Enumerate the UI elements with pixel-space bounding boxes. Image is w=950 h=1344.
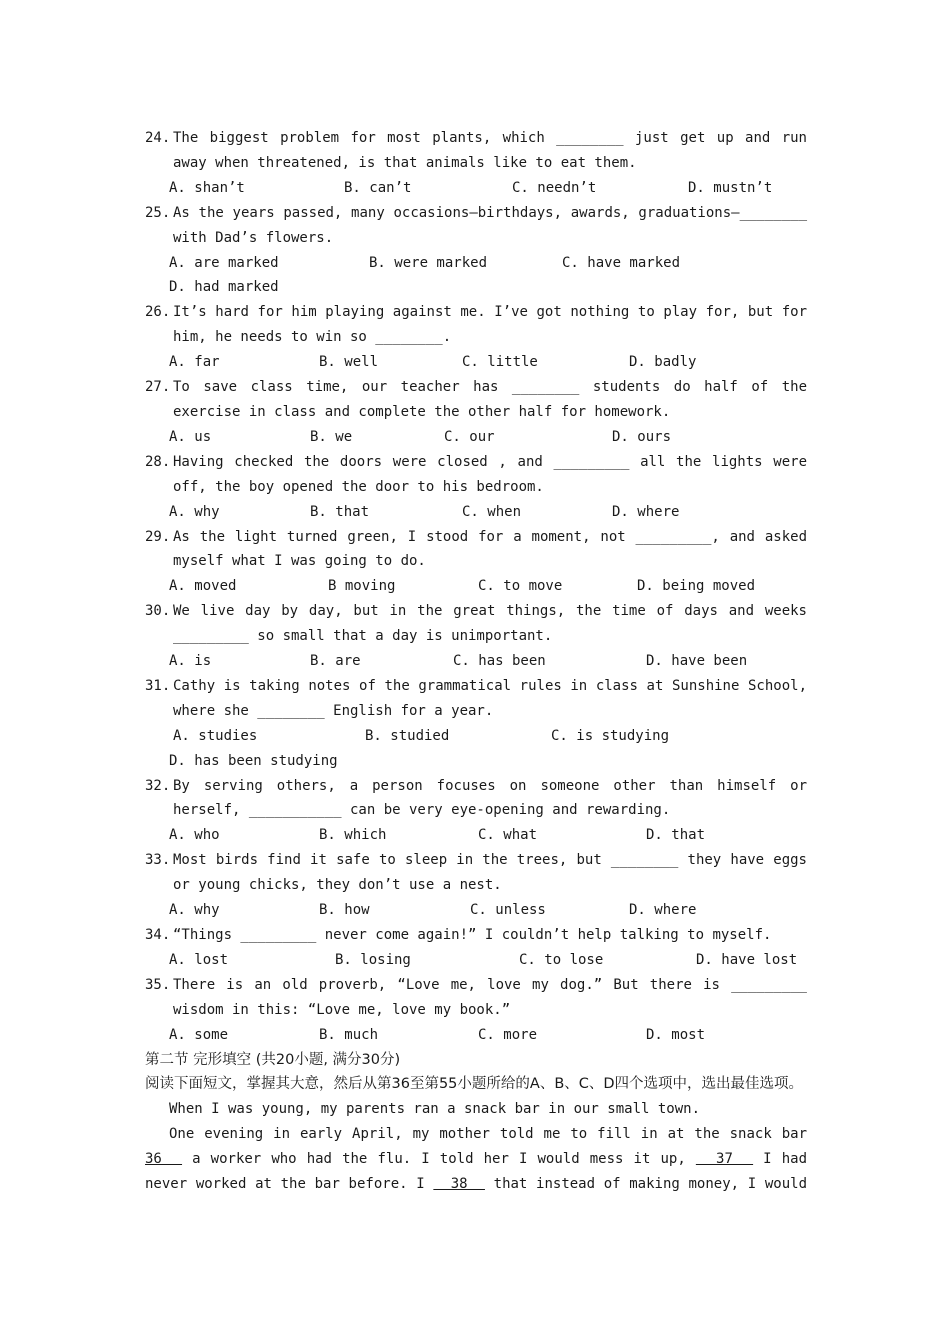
question-options [145,724,807,774]
option-c: C. when [462,503,522,520]
question-options [145,649,807,674]
question-options [145,251,807,301]
question-number: 28. [145,453,171,470]
question-number: 35. [145,976,171,993]
question-number: 30. [145,603,171,620]
passage-text: One evening in early April, my mother told me to fill in at the snack bar [169,1126,807,1143]
option-d: D. badly [629,354,697,371]
question-number: 25. [145,204,171,221]
option-b: B. how [319,902,370,919]
option-b: B. we [310,428,353,445]
question-options [145,898,807,923]
question-stem: As the light turned green, I stood for a moment, not _________, and asked myself what I was going to do. [173,528,807,570]
passage-text: a worker who had the flu. I told her I would mess it up, [182,1151,696,1168]
option-a: A. us [169,428,212,445]
question-number: 31. [145,677,171,694]
option-d: D. being moved [637,578,756,595]
question-stem: There is an old proverb, “Love me, love my dog.” But there is _________ wisdom in this: “Love me, love my book.” [173,976,807,1018]
section-instruction: 阅读下面短文，掌握其大意，然后从第36至第55小题所给的A、B、C、D四个选项中，选出最佳选项。 [145,1076,804,1093]
question-25 [145,201,807,301]
option-c: C. unless [470,902,546,919]
passage-paragraph-1: When I was young, my parents ran a snack bar in our small town. [169,1101,701,1118]
question-24 [145,126,807,201]
question-options [145,574,807,599]
question-33 [145,848,807,923]
question-number: 33. [145,852,171,869]
option-c: C. has been [453,653,546,670]
question-stem: Cathy is taking notes of the grammatical rules in class at Sunshine School, where she ________ English for a year. [173,677,807,719]
option-c: C. our [444,428,495,445]
blank-36: 36 [145,1151,183,1168]
question-options [145,948,807,973]
question-stem: As the years passed, many occasions—birthdays, awards, graduations—________ with Dad’s flowers. [173,204,807,246]
question-options [145,176,807,201]
blank-37: 37 [695,1151,754,1168]
question-number: 29. [145,528,171,545]
option-b: B. losing [335,951,411,968]
question-stem: To save class time, our teacher has ________ students do half of the exercise in class and complete the other half for homework. [173,379,807,420]
option-a: A. moved [169,578,237,595]
section-title: 第二节 完形填空 (共20小题, 满分30分) [145,1051,401,1068]
option-a: A. is [169,653,212,670]
blank-38: 38 [433,1176,485,1193]
option-c: C. what [478,827,538,844]
option-a: A. why [169,902,220,919]
option-c: C. to move [478,578,563,595]
option-d: D. mustn’t [688,179,773,196]
question-34 [145,923,807,973]
option-b: B. are [310,653,361,670]
option-c: C. have marked [562,254,681,271]
question-number: 32. [145,777,171,794]
option-d: D. ours [612,428,672,445]
question-stem: It’s hard for him playing against me. I’ve got nothing to play for, but for him, he needs to win so ________. [173,304,807,346]
question-30 [145,599,807,674]
question-stem: “Things _________ never come again!” I couldn’t help talking to myself. [173,927,772,943]
question-32 [145,774,807,849]
option-b: B. were marked [369,254,488,271]
question-stem: Most birds find it safe to sleep in the trees, but ________ they have eggs or young chicks, they don’t use a nest. [173,852,807,894]
question-29 [145,525,807,600]
question-stem: By serving others, a person focuses on someone other than himself or herself, ___________ can be very eye-opening and rewarding. [173,777,807,819]
option-b: B moving [328,578,396,595]
option-d: D. have been [646,653,748,670]
passage-paragraph-2 [145,1122,807,1197]
question-31 [145,674,807,774]
passage-text: that instead of making money, I would [484,1176,808,1193]
option-a: A. shan’t [169,179,245,196]
question-35 [145,973,807,1048]
option-a: A. are marked [169,254,279,271]
option-c: C. needn’t [512,179,597,196]
option-a: A. lost [169,951,229,968]
option-d: D. have lost [696,951,798,968]
option-d: D. has been studying [169,752,338,769]
option-a: A. far [169,354,220,371]
exam-content [145,126,807,1197]
question-number: 26. [145,304,171,321]
question-27 [145,375,807,450]
option-d: D. had marked [169,279,279,296]
option-a: A. why [169,503,220,520]
option-b: B. can’t [344,179,412,196]
option-b: B. which [319,827,387,844]
option-c: C. more [478,1026,538,1043]
option-d: D. where [612,503,680,520]
question-number: 34. [145,927,171,943]
option-a: A. who [169,827,220,844]
question-options [145,823,807,848]
option-d: D. where [629,902,697,919]
question-options [145,500,807,525]
option-a: A. some [169,1026,229,1043]
option-a: A. studies [173,727,258,744]
option-d: D. most [646,1026,706,1043]
option-c: C. little [462,354,538,371]
question-options [145,350,807,375]
option-d: D. that [646,827,706,844]
question-28 [145,450,807,525]
question-stem: The biggest problem for most plants, which ________ just get up and run away when threatened, is that animals like to eat them. [173,130,807,171]
option-c: C. is studying [551,727,670,744]
option-b: B. much [319,1026,379,1043]
question-26 [145,300,807,375]
option-c: C. to lose [519,951,604,968]
passage-text: I had never worked at the bar before. I [145,1151,807,1193]
question-number: 27. [145,379,171,396]
option-b: B. that [310,503,370,520]
question-stem: Having checked the doors were closed , and _________ all the lights were off, the boy opened the door to his bedroom. [173,453,807,495]
question-options [145,425,807,450]
option-b: B. well [319,354,379,371]
question-options [145,1023,807,1048]
question-stem: We live day by day, but in the great things, the time of days and weeks _________ so small that a day is unimportant. [173,603,807,645]
question-number: 24. [145,130,171,146]
option-b: B. studied [365,727,450,744]
